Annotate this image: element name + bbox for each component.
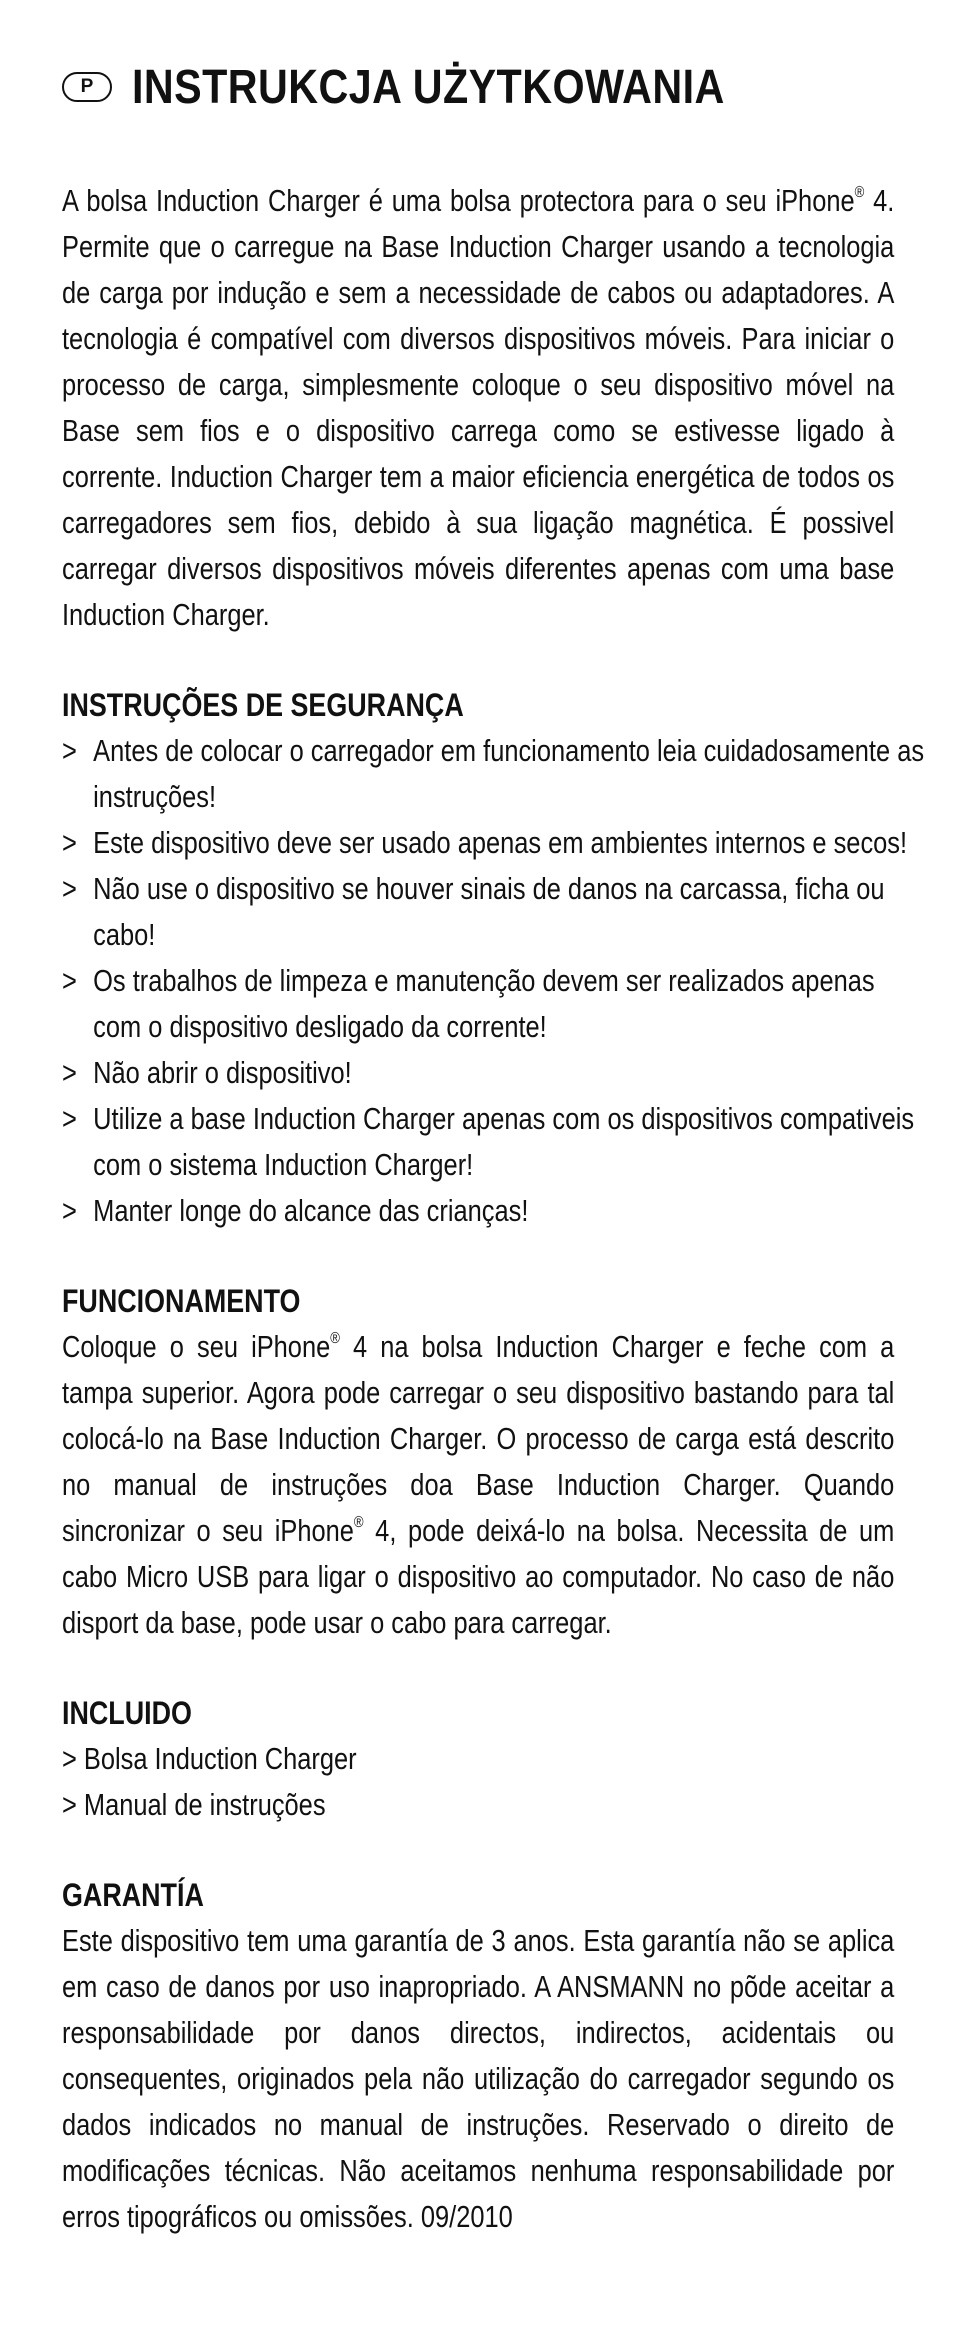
list-item-text: Os trabalhos de limpeza e manutenção devem ser realizados apenas com o dispositivo desligado da corrente! (93, 963, 875, 1044)
bullet-marker: > (62, 871, 77, 906)
safety-title: INSTRUÇÕES DE SEGURANÇA (62, 687, 464, 723)
included-title: INCLUIDO (62, 1695, 192, 1731)
list-item (62, 866, 925, 958)
warranty-title: GARANTÍA (62, 1877, 204, 1913)
list-item-text: Este dispositivo deve ser usado apenas em ambientes internos e secos! (93, 825, 908, 860)
list-item (62, 1050, 925, 1096)
warranty-paragraph: Este dispositivo tem uma garantía de 3 anos. Esta garantía não se aplica em caso de danos por uso inapropriado. A ANSMANN no põde aceitar a responsabilidade por danos directos, indirectos, acidentais ou consequentes, originados pela não utilização do carregador segundo os dados indicados no manual de instruções. Reservado o direito de modificações técnicas. Não aceitamos nenhuma responsabilidade por erros tipográficos ou omissões. 09/2010 (62, 1923, 895, 2234)
list-item-text: Utilize a base Induction Charger apenas com os dispositivos compativeis com o sistema Induction Charger! (93, 1101, 915, 1182)
list-item: > Manual de instruções (62, 1787, 326, 1822)
manual-page (62, 52, 925, 2240)
included-list (62, 1736, 894, 1828)
list-item-text: Não abrir o dispositivo! (93, 1055, 352, 1090)
list-item-text: Antes de colocar o carregador em funcionamento leia cuidadosamente as instruções! (93, 733, 925, 814)
registered-mark: ® (353, 1514, 364, 1531)
list-item (62, 1096, 925, 1188)
bullet-marker: > (62, 733, 77, 768)
registered-mark: ® (330, 1330, 340, 1347)
bullet-marker: > (62, 825, 77, 860)
operation-title: FUNCIONAMENTO (62, 1283, 301, 1319)
operation-section (62, 1278, 894, 1646)
list-item (62, 728, 925, 820)
list-item: > Bolsa Induction Charger (62, 1741, 357, 1776)
list-item (62, 1188, 925, 1234)
included-section (62, 1690, 894, 1828)
warranty-section (62, 1872, 894, 2240)
safety-section (62, 682, 925, 1234)
list-item (62, 820, 925, 866)
page-title: INSTRUKCJA UŻYTKOWANIA (132, 60, 725, 114)
list-item-text: Manter longe do alcance das crianças! (93, 1193, 529, 1228)
bullet-marker: > (62, 1193, 77, 1228)
intro-paragraph: A bolsa Induction Charger é uma bolsa protectora para o seu iPhone® 4. Permite que o carregue na Base Induction Charger usando a tecnologia de carga por indução e sem a necessidade de cabos ou adaptadores. A tecnologia é compatível com diversos dispositivos móveis. Para iniciar o processo de carga, simplesmente coloque o seu dispositivo móvel na Base sem fios e o dispositivo carrega como se estivesse ligado à corrente. Induction Charger tem a maior eficiencia energética de todos os carregadores sem fios, debido à sua ligação magnética. É possivel carregar diversos dispositivos móveis diferentes apenas com uma base Induction Charger. (62, 183, 895, 632)
language-badge: P (62, 72, 112, 102)
operation-paragraph: Coloque o seu iPhone® 4 na bolsa Induction Charger e feche com a tampa superior. Agora pode carregar o seu dispositivo bastando para tal colocá-lo na Base Induction Charger. O processo de carga está descrito no manual de instruções doa Base Induction Charger. Quando sincronizar o seu iPhone® 4, pode deixá-lo na bolsa. Necessita de um cabo Micro USB para ligar o dispositivo ao computador. No caso de não disport da base, pode usar o cabo para carregar. (62, 1329, 895, 1640)
list-item-text: Não use o dispositivo se houver sinais de danos na carcassa, ficha ou cabo! (93, 871, 885, 952)
page-header (62, 52, 894, 122)
safety-list (62, 728, 925, 1234)
bullet-marker: > (62, 1101, 77, 1136)
bullet-marker: > (62, 963, 77, 998)
registered-mark: ® (854, 184, 865, 201)
bullet-marker: > (62, 1055, 77, 1090)
list-item (62, 958, 925, 1050)
